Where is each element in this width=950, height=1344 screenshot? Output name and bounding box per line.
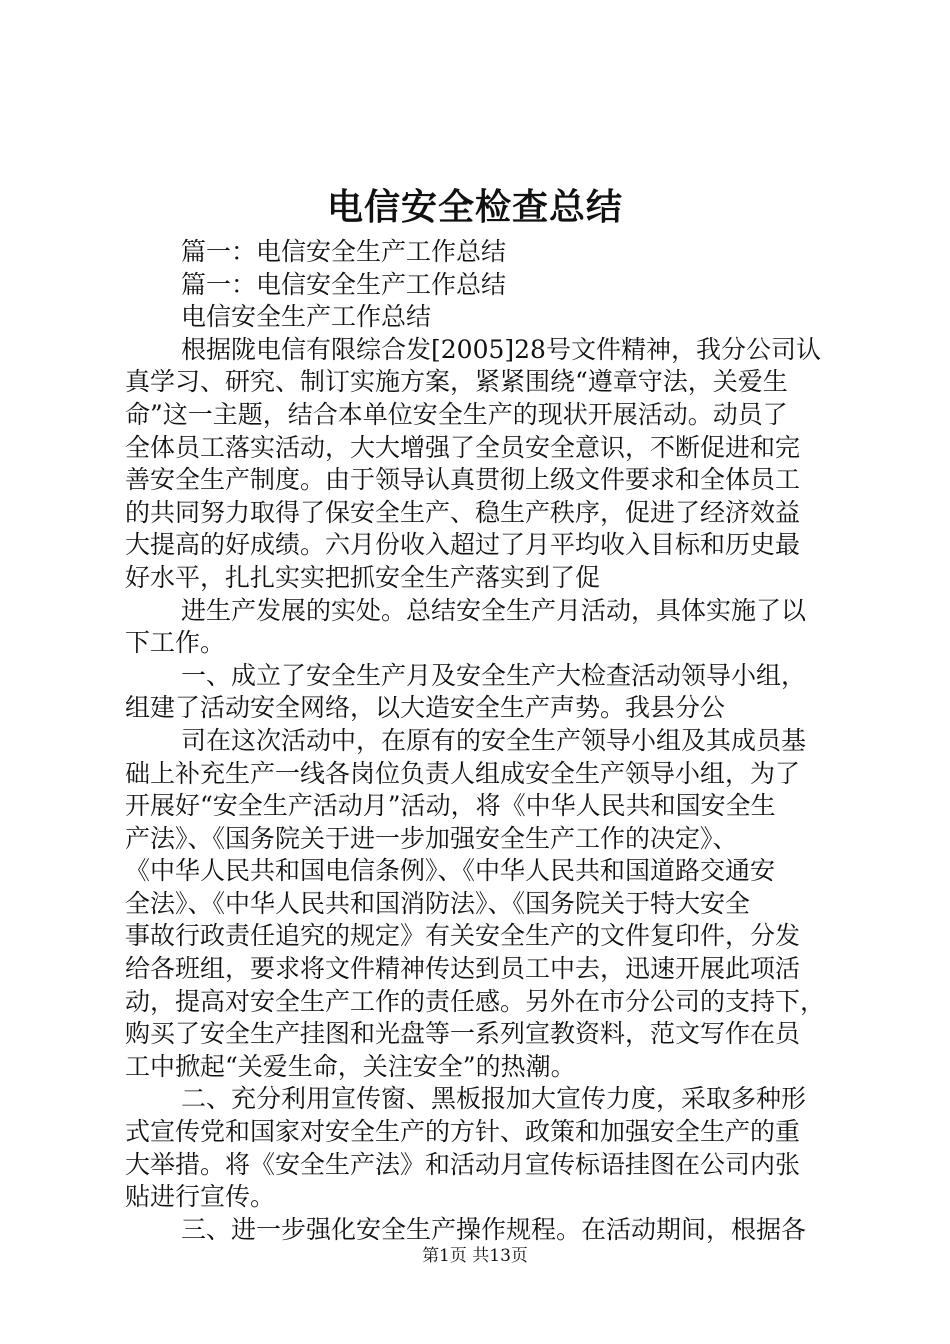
- text-line: 真学习、研究、制订实施方案，紧紧围绕“遵章守法，关爱生: [125, 367, 788, 397]
- text-line: 事故行政责任追究的规定》有关安全生产的文件复印件，分发: [125, 921, 801, 951]
- text-line: 全法》、《中华人民共和国消防法》、《国务院关于特大安全: [125, 888, 751, 918]
- text-line: 动，提高对安全生产工作的责任感。另外在市分公司的支持下，: [125, 986, 826, 1016]
- text-line: 开展好“安全生产活动月”活动，将《中华人民共和国安全生: [125, 791, 776, 821]
- text-line: 命”这一主题，结合本单位安全生产的现状开展活动。动员了: [125, 399, 788, 429]
- text-line: 全体员工落实活动，大大增强了全员安全意识，不断促进和完: [125, 432, 801, 462]
- text-line: 《中华人民共和国电信条例》、《中华人民共和国道路交通安: [125, 856, 776, 886]
- text-line: 司在这次活动中，在原有的安全生产领导小组及其成员基: [181, 725, 807, 755]
- text-line: 善安全生产制度。由于领导认真贯彻上级文件要求和全体员工: [125, 465, 801, 495]
- text-line: 进生产发展的实处。总结安全生产月活动，具体实施了以: [181, 595, 807, 625]
- text-line: 础上补充生产一线各岗位负责人组成安全生产领导小组，为了: [125, 758, 801, 788]
- text-line: 式宣传党和国家对安全生产的方针、政策和加强安全生产的重: [125, 1117, 801, 1147]
- text-line: 给各班组，要求将文件精神传达到员工中去，迅速开展此项活: [125, 954, 801, 984]
- text-line: 篇一：电信安全生产工作总结: [181, 269, 507, 299]
- text-line: 产法》、《国务院关于进一步加强安全生产工作的决定》、: [125, 823, 738, 853]
- text-line: 工中掀起“关爱生命，关注安全”的热潮。: [125, 1051, 576, 1081]
- page-footer: 第1页 共13页: [422, 1246, 528, 1266]
- text-line: 购买了安全生产挂图和光盘等一系列宣教资料，范文写作在员: [125, 1019, 801, 1049]
- text-line: 根据陇电信有限综合发[2005]28号文件精神，我分公司认: [181, 334, 821, 364]
- text-line: 一、成立了安全生产月及安全生产大检查活动领导小组，: [181, 660, 807, 690]
- text-line: 电信安全生产工作总结: [181, 302, 432, 332]
- document-body: [125, 236, 835, 1246]
- text-line: 篇一：电信安全生产工作总结: [181, 237, 507, 266]
- text-line: 组建了活动安全网络，以大造安全生产声势。我县分公: [125, 693, 726, 723]
- text-line: 三、进一步强化安全生产操作规程。在活动期间，根据各: [181, 1214, 807, 1244]
- text-line: 大提高的好成绩。六月份收入超过了月平均收入目标和历史最: [125, 530, 801, 560]
- text-line: 大举措。将《安全生产法》和活动月宣传标语挂图在公司内张: [125, 1149, 801, 1179]
- text-line: 的共同努力取得了保安全生产、稳生产秩序，促进了经济效益: [125, 497, 801, 527]
- text-line: 二、充分利用宣传窗、黑板报加大宣传力度，采取多种形: [181, 1084, 807, 1114]
- text-line: 贴进行宣传。: [125, 1182, 276, 1212]
- document-title: 电信安全检查总结: [326, 186, 623, 228]
- text-line: 好水平，扎扎实实把抓安全生产落实到了促: [125, 562, 601, 592]
- text-line: 下工作。: [125, 628, 226, 658]
